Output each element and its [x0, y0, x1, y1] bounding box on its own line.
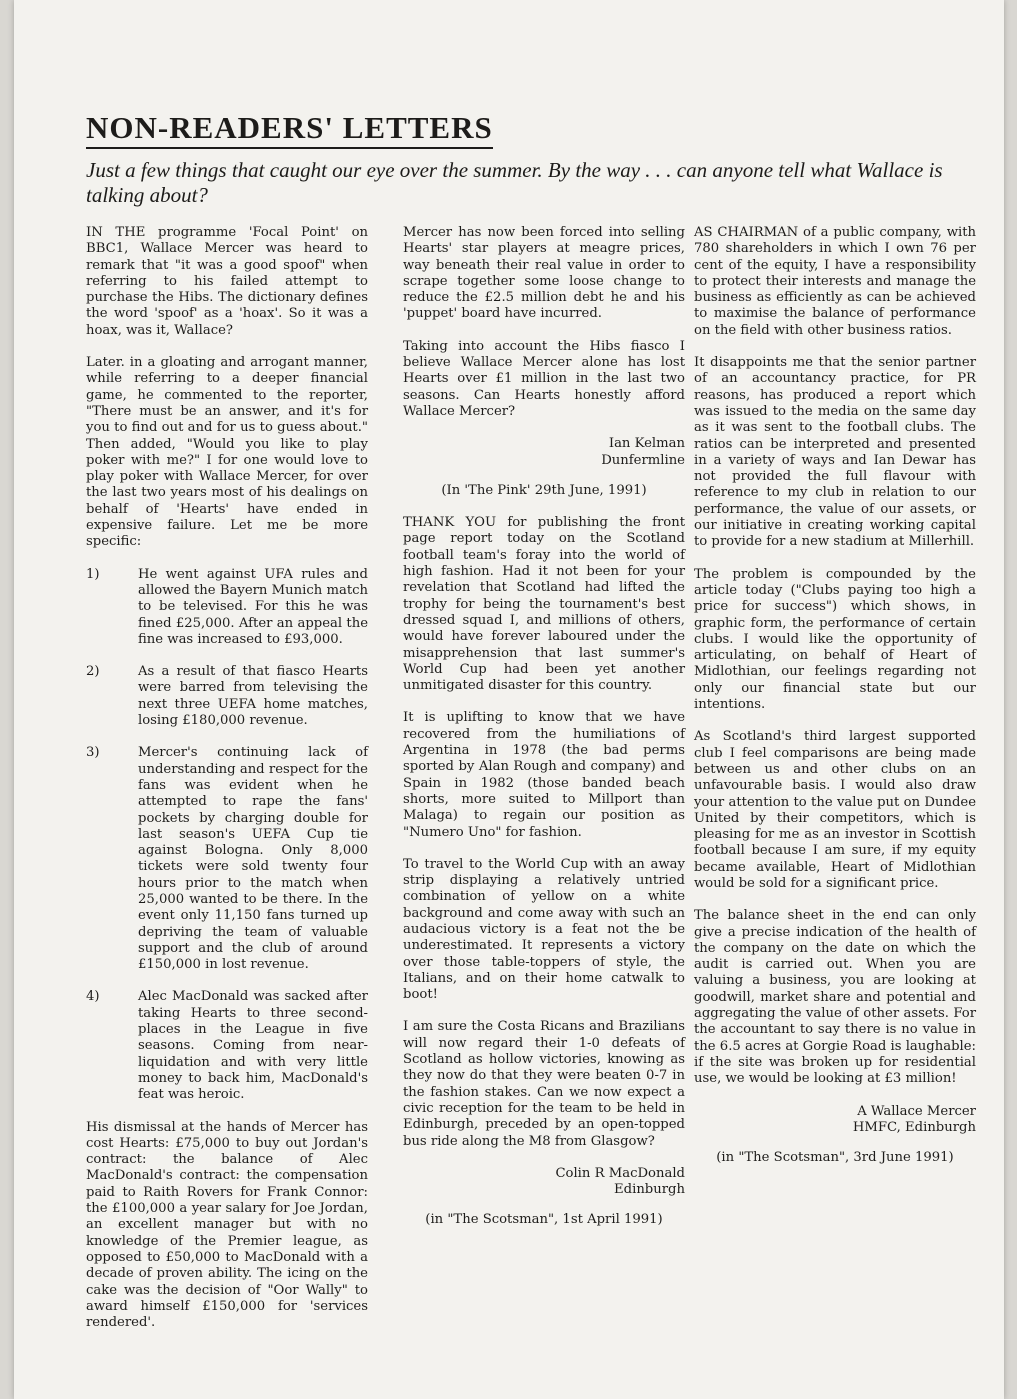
magazine-page [14, 0, 1004, 1399]
letter3-paragraph: As Scotland's third largest supported club I feel comparisons are being made between us and other clubs on an unfavourable basis. I would also draw your attention to the value put on Dundee United by their competitors, which is pleasing for me as an investor in Scottish football because I am sure, if my equity became available, Heart of Midlothian would be sold for a significant price. [694, 729, 976, 891]
letter2-paragraph: THANK YOU for publishing the front page report today on the Scotland football team's foray into the world of high fashion. Had it not been for your revelation that Scotland had lifted the trophy for being the tournament's best dressed squad I, and millions of others, would have forever laboured under the misapprehension that last summer's World Cup had been yet another unmitigated disaster for this country. [403, 515, 685, 694]
point-text: As a result of that fiasco Hearts were barred from televising the next three UEFA home matches, losing £180,000 revenue. [138, 664, 368, 729]
point-text: Alec MacDonald was sacked after taking Hearts to three second-places in the League in five seasons. Coming from near-liquidation and with very little money to back him, MacDonald's feat was heroic. [138, 989, 368, 1103]
numbered-point [86, 745, 368, 973]
point-number: 4) [86, 989, 100, 1005]
letter3-paragraph: AS CHAIRMAN of a public company, with 780 shareholders in which I own 76 per cent of the equity, I have a responsibility to protect their interests and manage the business as efficiently as can be achieved to maximise the balance of performance on the field with other business ratios. [694, 225, 976, 338]
numbered-point [86, 664, 368, 729]
signature-name: Ian Kelman [608, 436, 685, 452]
point-text: He went against UFA rules and allowed the Bayern Munich match to be televised. For this he was fined £25,000. After an appeal the fine was increased to £93,000. [138, 566, 368, 647]
signature-name: A Wallace Mercer [857, 1103, 976, 1119]
letter2-paragraph: It is uplifting to know that we have recovered from the humiliations of Argentina in 1978 (the bad perms sported by Alan Rough and company) and Spain in 1982 (those banded beach shorts, more suited to Millport than Malaga) to regain our position as "Numero Uno" for fashion. [403, 710, 685, 840]
letter2-paragraph: To travel to the World Cup with an away strip displaying a relatively untried combination of yellow on a white background and come away with such an audacious victory is a feat not the be underestimated. It represents a victory over those table-toppers of style, the Italians, and on their home catwalk to boot! [403, 856, 685, 1003]
point-number: 2) [86, 664, 100, 680]
column-2 [403, 225, 685, 1245]
signature-place: Dunfermline [601, 452, 685, 468]
letter1-paragraph: Mercer has now been forced into selling Hearts' star players at meagre prices, way beneath their real value in order to scrape together some loose change to reduce the £2.5 million debt he and his 'puppet' board have incurred. [403, 225, 685, 322]
intro-text: Just a few things that caught our eye over the summer. By the way . . . can anyone tell what Wallace is talking about? [86, 158, 943, 207]
page-title: NON-READERS' LETTERS [86, 112, 493, 149]
point-number: 1) [86, 566, 100, 582]
numbered-point [86, 567, 368, 648]
letter1-paragraph: Taking into account the Hibs fiasco I believe Wallace Mercer alone has lost Hearts over £1 million in the last two seasons. Can Hearts honestly afford Wallace Mercer? [403, 338, 685, 419]
numbered-point [86, 989, 368, 1103]
signature-place: HMFC, Edinburgh [852, 1119, 976, 1135]
letter2-paragraph: I am sure the Costa Ricans and Brazilians will now regard their 1-0 defeats of Scotland as hollow victories, knowing as they now do that they were beaten 0-7 in the fashion stakes. Can we now expect a civic reception for the team to be held in Edinburgh, preceded by an open-topped bus ride along the M8 from Glasgow? [403, 1019, 685, 1149]
source-citation: (In 'The Pink' 29th June, 1991) [441, 482, 647, 498]
letter3-paragraph: The problem is compounded by the article today ("Clubs paying too high a price for success") which shows, in graphic form, the performance of certain clubs. I would like the opportunity of articulating, on behalf of Heart of Midlothian, our feelings regarding not only our financial state but our intentions. [694, 566, 976, 713]
letter1-paragraph: Later. in a gloating and arrogant manner, while referring to a deeper financial game, he commented to the reporter, "There must be an answer, and it's for you to find out and for us to guess about." Then added, "Would you like to play poker with me?" I for one would love to play poker with Wallace Mercer, for over the last two years most of his dealings on behalf of 'Hearts' have ended in expensive failure. Let me be more specific: [86, 355, 368, 550]
letter1-paragraph: IN THE programme 'Focal Point' on BBC1, Wallace Mercer was heard to remark that "it was a good spoof" when referring to his failed attempt to purchase the Hibs. The dictionary defines the word 'spoof' as a 'hoax'. So it was a hoax, was it, Wallace? [86, 225, 368, 338]
source-citation: (in "The Scotsman", 1st April 1991) [425, 1212, 663, 1228]
column-1 [86, 225, 368, 1347]
letter3-paragraph: It disappoints me that the senior partner of an accountancy practice, for PR reasons, has produced a report which was issued to the media on the same day as it was sent to the football clubs. The ratios can be interpreted and presented in a variety of ways and Ian Dewar has not provided the full flavour with reference to my club in relation to our performance, the value of our assets, or our initiative in creating working capital to provide for a new stadium at Millerhill. [694, 355, 976, 550]
signature-place: Edinburgh [614, 1182, 685, 1198]
letter1-paragraph: His dismissal at the hands of Mercer has cost Hearts: £75,000 to buy out Jordan's contract: the balance of Alec MacDonald's contract: the compensation paid to Raith Rovers for Frank Connor: the £100,000 a year salary for Joe Jordan, an excellent manager but with no knowledge of the Premier league, as opposed to £50,000 to MacDonald with a decade of proven ability. The icing on the cake was the decision of "Oor Wally" to award himself £150,000 for 'services rendered'. [86, 1119, 368, 1331]
source-citation: (in "The Scotsman", 3rd June 1991) [716, 1150, 954, 1166]
column-3 [694, 225, 976, 1182]
point-text: Mercer's continuing lack of understanding and respect for the fans was evident when he attempted to rape the fans' pockets by charging double for last season's UEFA Cup tie against Bologna. Only 8,000 tickets were sold twenty four hours prior to the match when 25,000 wanted to be there. In the event only 11,150 fans turned up depriving the team of valuable support and the club of around £150,000 in lost revenue. [138, 745, 368, 973]
signature-name: Colin R MacDonald [555, 1165, 685, 1181]
letter3-paragraph: The balance sheet in the end can only give a precise indication of the health of the company on the date on which the audit is carried out. When you are valuing a business, you are looking at goodwill, market share and potential and aggregating the value of other assets. For the accountant to say there is no value in the 6.5 acres at Gorgie Road is laughable: if the site was broken up for residential use, we would be looking at £3 million! [694, 908, 976, 1087]
point-number: 3) [86, 745, 100, 761]
